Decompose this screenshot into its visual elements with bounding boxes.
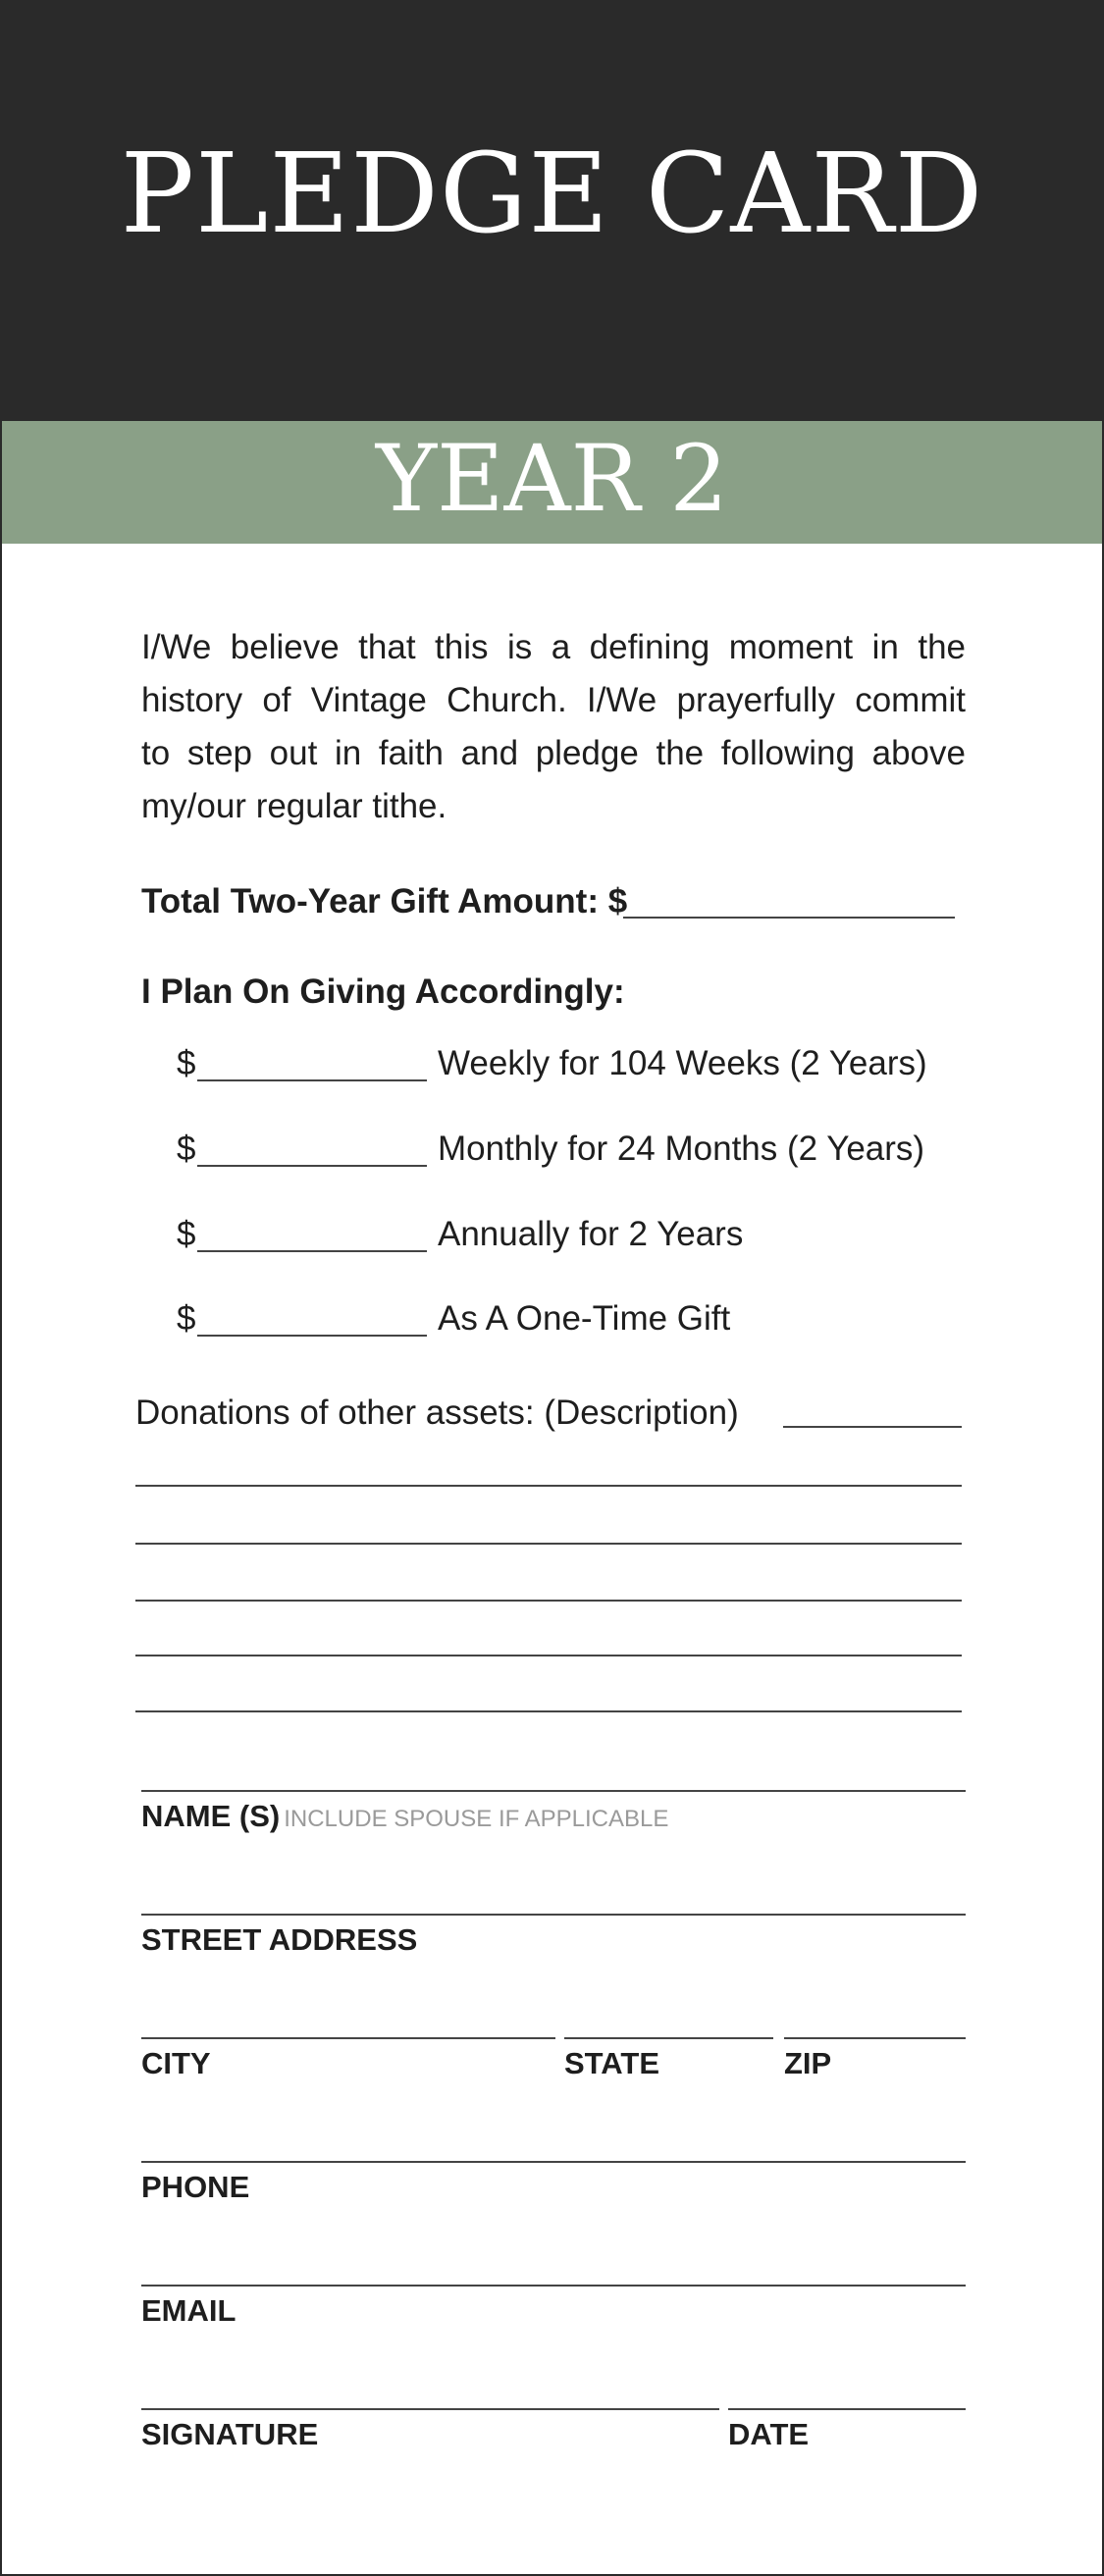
currency-symbol: $	[177, 1130, 196, 1168]
signature-label: SIGNATURE	[141, 2417, 319, 2451]
currency-symbol: $	[177, 1215, 196, 1253]
name-label	[141, 1799, 668, 1834]
state-line[interactable]	[564, 2037, 773, 2039]
currency-symbol: $	[177, 1299, 196, 1338]
state-label: STATE	[564, 2046, 660, 2080]
currency-symbol: $	[177, 1044, 196, 1082]
zip-label: ZIP	[784, 2046, 832, 2080]
intro-line: to step out in faith and pledge the following above	[141, 734, 966, 772]
phone-line[interactable]	[141, 2161, 966, 2163]
intro-line: history of Vintage Church. I/We prayerfully commit	[141, 681, 966, 719]
weekly-amount-line[interactable]	[197, 1079, 427, 1081]
signature-line[interactable]	[141, 2408, 719, 2410]
city-line[interactable]	[141, 2037, 555, 2039]
donations-line[interactable]	[783, 1426, 962, 1428]
donations-line[interactable]	[135, 1485, 962, 1487]
monthly-amount-line[interactable]	[197, 1165, 427, 1167]
option-weekly: Weekly for 104 Weeks (2 Years)	[438, 1044, 927, 1082]
zip-line[interactable]	[784, 2037, 966, 2039]
annual-amount-line[interactable]	[197, 1250, 427, 1252]
street-line[interactable]	[141, 1914, 966, 1916]
donations-label: Donations of other assets: (Description)	[135, 1393, 739, 1432]
total-gift-label: Total Two-Year Gift Amount: $	[141, 882, 628, 920]
intro-line: I/We believe that this is a defining moment in the	[141, 628, 966, 666]
option-one-time: As A One-Time Gift	[438, 1299, 731, 1338]
date-line[interactable]	[728, 2408, 966, 2410]
option-annual: Annually for 2 Years	[438, 1215, 744, 1253]
donations-line[interactable]	[135, 1710, 962, 1712]
donations-line[interactable]	[135, 1600, 962, 1602]
total-gift-line[interactable]	[623, 917, 955, 919]
date-label: DATE	[728, 2417, 810, 2451]
year-label: YEAR 2	[375, 426, 729, 533]
one-time-amount-line[interactable]	[197, 1335, 427, 1337]
name-line[interactable]	[141, 1790, 966, 1792]
plan-heading: I Plan On Giving Accordingly:	[141, 973, 625, 1011]
name-label-text: NAME (S)	[141, 1799, 281, 1833]
intro-line: my/our regular tithe.	[141, 787, 447, 825]
city-label: CITY	[141, 2046, 211, 2080]
donations-line[interactable]	[135, 1655, 962, 1656]
email-line[interactable]	[141, 2285, 966, 2287]
donations-line[interactable]	[135, 1543, 962, 1545]
phone-label: PHONE	[141, 2170, 250, 2204]
street-label: STREET ADDRESS	[141, 1922, 418, 1957]
name-hint: INCLUDE SPOUSE IF APPLICABLE	[284, 1806, 669, 1832]
email-label: EMAIL	[141, 2293, 237, 2328]
card-title: PLEDGE CARD	[120, 131, 984, 258]
option-monthly: Monthly for 24 Months (2 Years)	[438, 1130, 925, 1168]
intro-paragraph	[141, 621, 966, 833]
